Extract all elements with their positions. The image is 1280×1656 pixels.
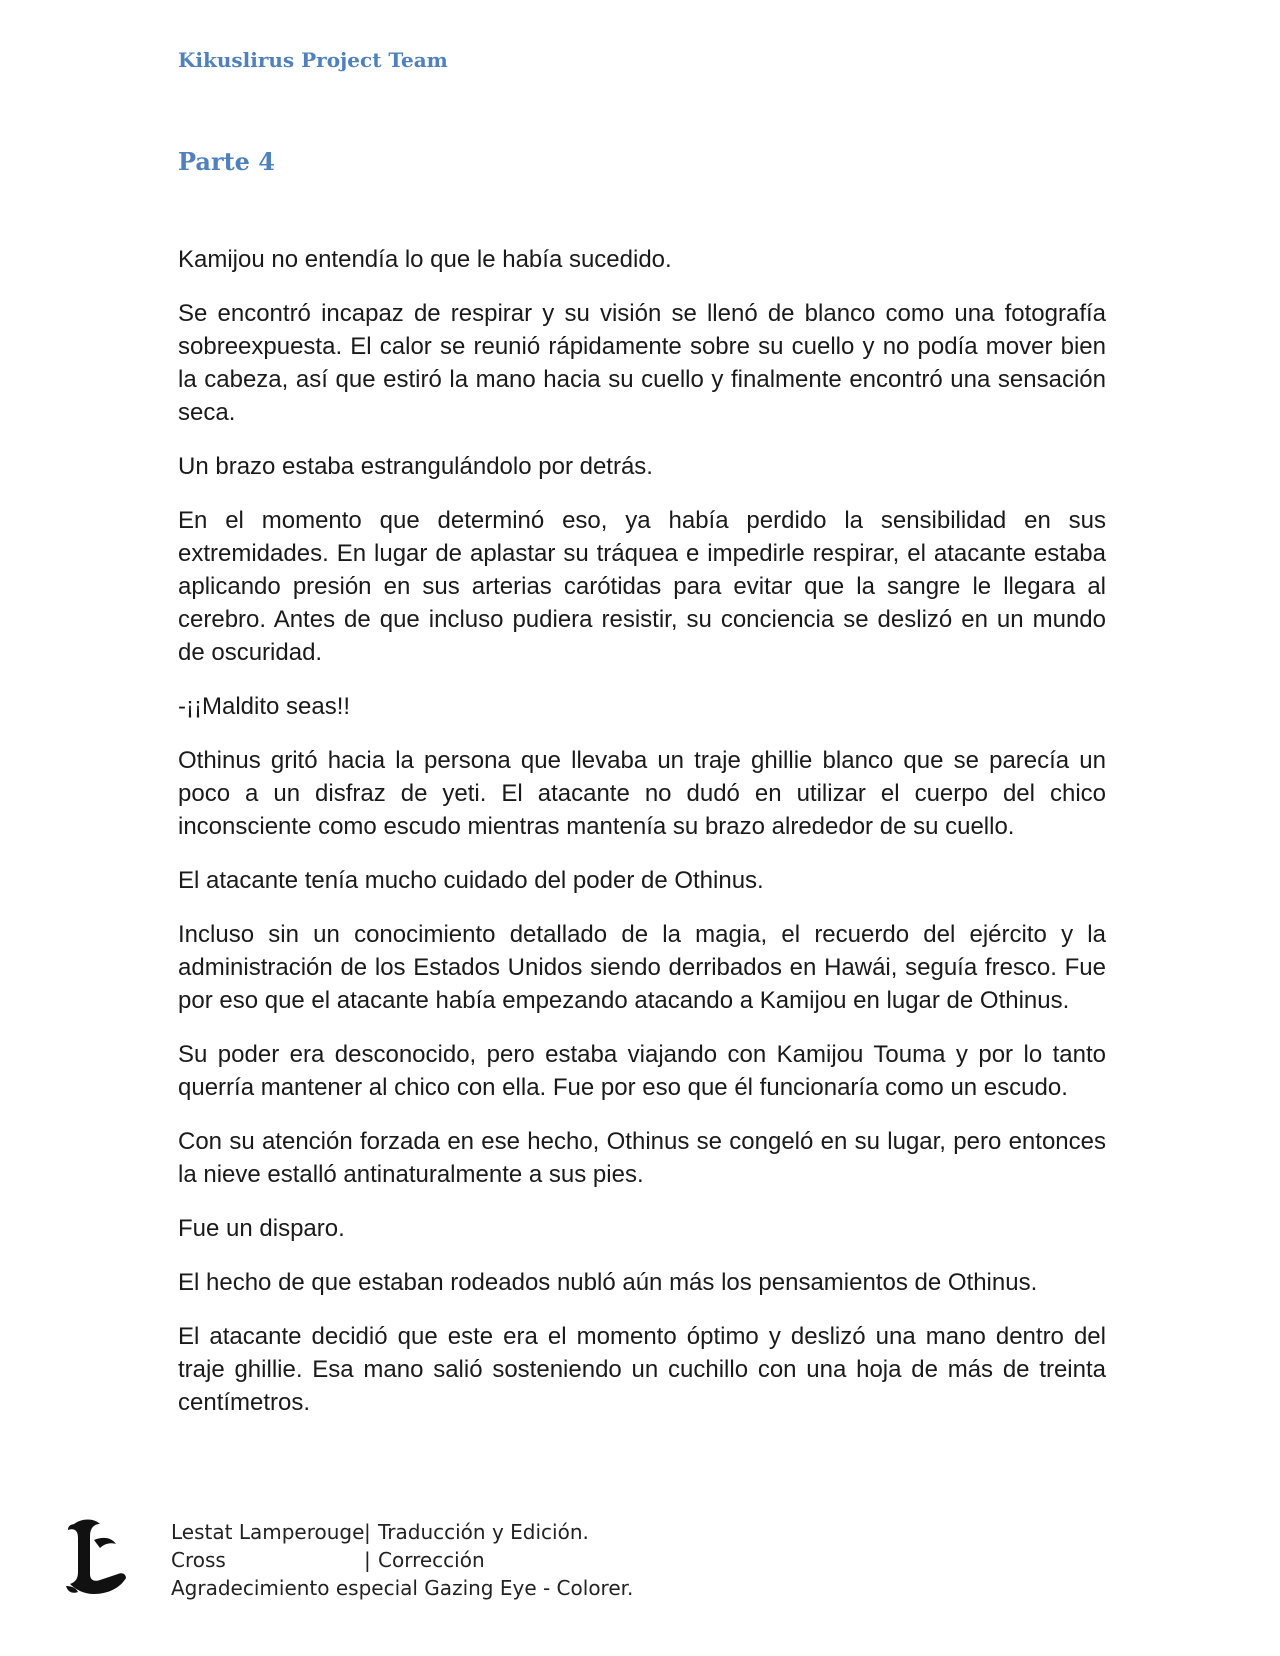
paragraph: Un brazo estaba estrangulándolo por detrás. xyxy=(178,453,653,480)
paragraph: Kamijou no entendía lo que le había sucedido. xyxy=(178,246,672,273)
body-text xyxy=(178,243,1106,1440)
credit-role: Corrección xyxy=(378,1548,485,1572)
paragraph: Se encontró incapaz de respirar y su visión se llenó de blanco como una fotografía sobreexpuesta. El calor se reunió rápidamente sobre su cuello y no podía mover bien la cabeza, así que estiró la mano hacia su cuello y finalmente encontró una sensación seca. xyxy=(178,300,1106,426)
credit-separator: | xyxy=(364,1548,371,1572)
paragraph: Con su atención forzada en ese hecho, Othinus se congeló en su lugar, pero entonces la nieve estalló antinaturalmente a sus pies. xyxy=(178,1128,1106,1188)
paragraph: Othinus gritó hacia la persona que llevaba un traje ghillie blanco que se parecía un poco a un disfraz de yeti. El atacante no dudó en utilizar el cuerpo del chico inconsciente como escudo mientras mantenía su brazo alrededor de su cuello. xyxy=(178,747,1106,840)
paragraph: El atacante decidió que este era el momento óptimo y deslizó una mano dentro del traje ghillie. Esa mano salió sosteniendo un cuchillo con una hoja de más de treinta centímetros. xyxy=(178,1323,1106,1416)
paragraph: El atacante tenía mucho cuidado del poder de Othinus. xyxy=(178,867,764,894)
credit-role: Traducción y Edición. xyxy=(378,1520,589,1544)
section-title: Parte 4 xyxy=(178,147,276,176)
gothic-l-logo-icon xyxy=(64,1516,130,1598)
header-team-name: Kikuslirus Project Team xyxy=(178,48,448,72)
paragraph: El hecho de que estaban rodeados nubló aún más los pensamientos de Othinus. xyxy=(178,1269,1038,1296)
paragraph: Su poder era desconocido, pero estaba viajando con Kamijou Touma y por lo tanto querría mantener al chico con ella. Fue por eso que él funcionaría como un escudo. xyxy=(178,1041,1106,1101)
special-thanks: Agradecimiento especial Gazing Eye - Colorer. xyxy=(171,1576,634,1600)
paragraph: Fue un disparo. xyxy=(178,1215,345,1242)
credit-separator: | xyxy=(364,1520,371,1544)
credit-name: Cross xyxy=(171,1548,226,1572)
paragraph: En el momento que determinó eso, ya había perdido la sensibilidad en sus extremidades. En lugar de aplastar su tráquea e impedirle respirar, el atacante estaba aplicando presión en sus arterias carótidas para evitar que la sangre le llegara al cerebro. Antes de que incluso pudiera resistir, su conciencia se deslizó en un mundo de oscuridad. xyxy=(178,507,1106,666)
credit-row xyxy=(171,1546,633,1574)
credit-row xyxy=(171,1518,633,1546)
credit-name: Lestat Lamperouge xyxy=(171,1520,365,1544)
paragraph: -¡¡Maldito seas!! xyxy=(178,693,351,720)
footer-credits xyxy=(171,1518,633,1602)
paragraph: Incluso sin un conocimiento detallado de la magia, el recuerdo del ejército y la administración de los Estados Unidos siendo derribados en Hawái, seguía fresco. Fue por eso que el atacante había empezando atacando a Kamijou en lugar de Othinus. xyxy=(178,921,1106,1014)
